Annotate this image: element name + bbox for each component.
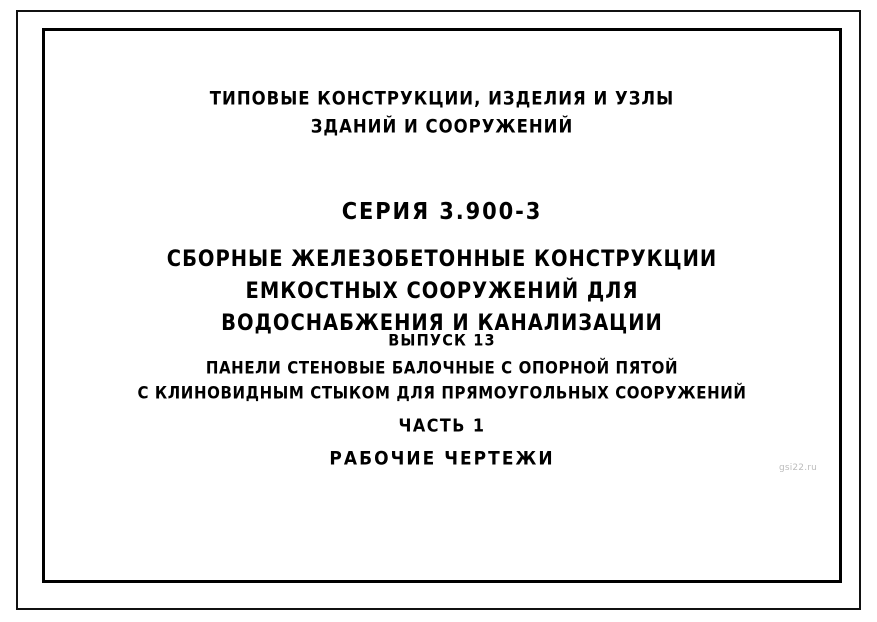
issue-number: ВЫПУСК 13 [388,332,496,350]
main-title-line-1: СБОРНЫЕ ЖЕЛЕЗОБЕТОННЫЕ КОНСТРУКЦИИ [166,245,718,272]
description-block [45,359,839,409]
issue-block [45,333,839,349]
title-block-border [42,28,842,583]
header-line-2: ЗДАНИЙ И СООРУЖЕНИЙ [310,115,574,138]
watermark-text: gsi22.ru [778,463,817,473]
part-block [45,416,839,469]
header-block [45,89,839,136]
description-line-2: С КЛИНОВИДНЫМ СТЫКОМ ДЛЯ ПРЯМОУГОЛЬНЫХ СООРУЖЕНИЙ [137,382,747,404]
main-title-line-2: ЕМКОСТНЫХ СООРУЖЕНИЙ ДЛЯ [245,277,639,304]
part-number: ЧАСТЬ 1 [398,414,486,437]
header-line-1: ТИПОВЫЕ КОНСТРУКЦИИ, ИЗДЕЛИЯ И УЗЛЫ [209,87,675,110]
main-title-line-3: ВОДОСНАБЖЕНИЯ И КАНАЛИЗАЦИИ [221,309,663,336]
drawings-label: РАБОЧИЕ ЧЕРТЕЖИ [329,447,555,471]
title-page-content [45,31,839,580]
main-title-block [45,247,839,343]
series-number: СЕРИЯ 3.900-3 [341,197,543,225]
series-block [45,199,839,223]
description-line-1: ПАНЕЛИ СТЕНОВЫЕ БАЛОЧНЫЕ С ОПОРНОЙ ПЯТОЙ [205,357,679,379]
